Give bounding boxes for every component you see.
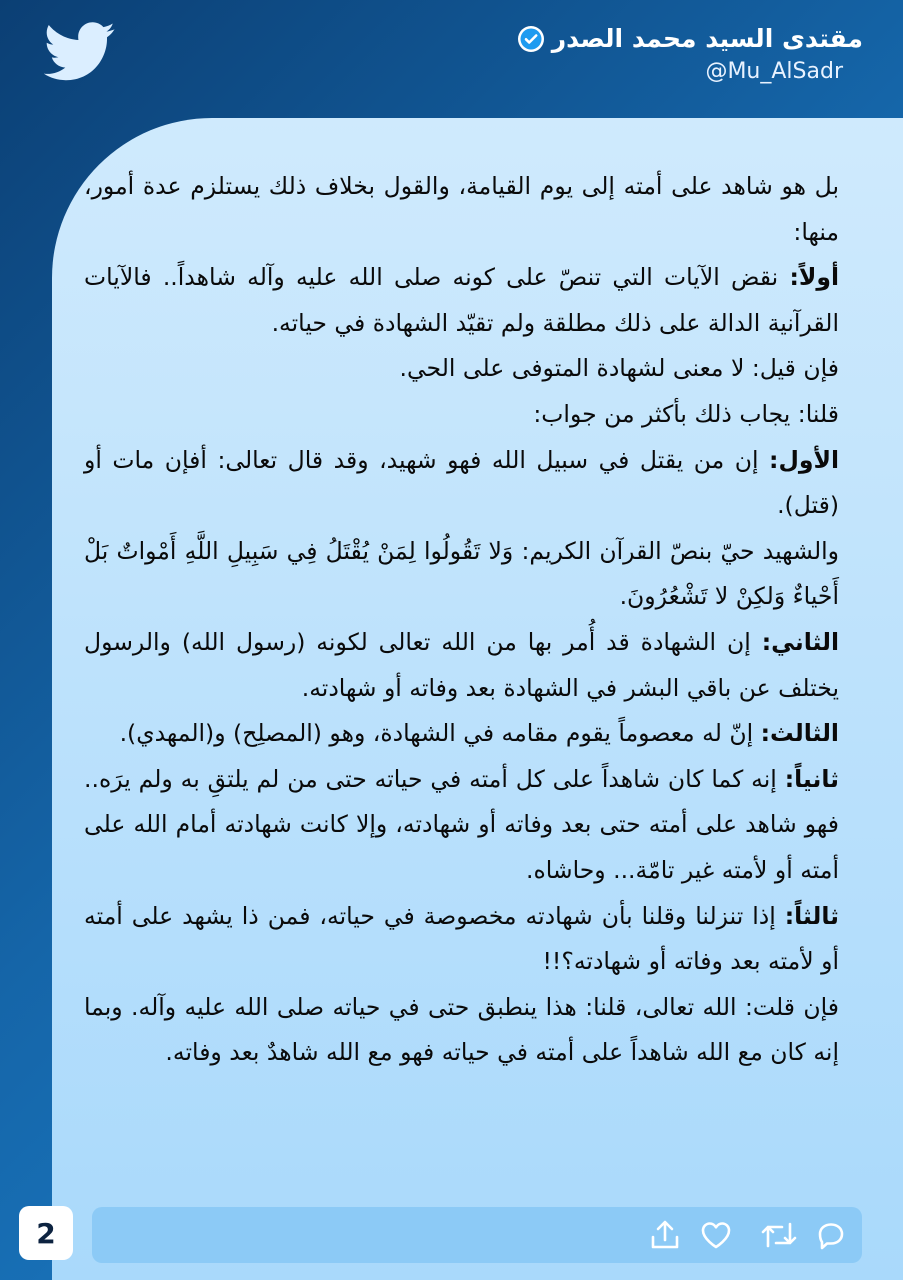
paragraph: فإن قلت: الله تعالى، قلنا: هذا ينطبق حتى في حياته صلى الله عليه وآله. وبما إنه كان مع الله شاهداً على أمته في حياته فهو مع الله شاهدٌ بعد وفاته. — [84, 992, 839, 1067]
paragraph: ثانياً: إنه كما كان شاهداً على كل أمته في حياته حتى من لم يلتقِ به ولم يرَه.. فهو شاهد على أمته حتى بعد وفاته أو شهادته، وإلا كانت شهادته أمام الله على أمته أو لأمته غير تامّة... وحاشاه. — [84, 764, 839, 884]
paragraph: الثالث: إنّ له معصوماً يقوم مقامه في الشهادة، وهو (المصلِح) و(المهدي). — [119, 719, 839, 748]
paragraph: أولاً: نقض الآيات التي تنصّ على كونه صلى الله عليه وآله شاهداً.. فالآيات القرآنية الدالة على ذلك مطلقة ولم تقيّد الشهادة في حياته. — [84, 263, 839, 337]
paragraph: ثالثاً: إذا تنزلنا وقلنا بأن شهادته مخصوصة في حياته، فمن ذا يشهد على أمته أو لأمته بعد وفاته أو شهادته؟!! — [84, 901, 839, 976]
paragraph: فإن قيل: لا معنى لشهادة المتوفى على الحي. — [399, 354, 839, 383]
reply-icon[interactable] — [814, 1219, 848, 1251]
page-number: 2 — [19, 1206, 73, 1260]
retweet-icon[interactable] — [759, 1219, 799, 1251]
tweet-action-bar — [92, 1207, 862, 1263]
paragraph: الأول: إن من يقتل في سبيل الله فهو شهيد، وقد قال تعالى: أفإن مات أو (قتل). — [84, 445, 839, 520]
tweet-text — [84, 164, 839, 1076]
paragraph: بل هو شاهد على أمته إلى يوم القيامة، والقول بخلاف ذلك يستلزم عدة أمور، منها: — [84, 172, 839, 246]
paragraph: الثاني: إن الشهادة قد أُمر بها من الله تعالى لكونه (رسول الله) والرسول يختلف عن باقي البشر في الشهادة بعد وفاته أو شهادته. — [84, 627, 839, 702]
display-name[interactable]: مقتدى السيد محمد الصدر — [551, 24, 863, 53]
user-handle[interactable]: @Mu_AlSadr — [705, 59, 843, 84]
heart-icon[interactable] — [699, 1219, 733, 1251]
share-icon[interactable] — [648, 1219, 682, 1251]
twitter-bird-icon — [44, 22, 116, 82]
paragraph: قلنا: يجاب ذلك بأكثر من جواب: — [533, 399, 839, 428]
tweet-header — [518, 24, 863, 84]
verified-badge-icon — [518, 26, 544, 52]
paragraph: والشهيد حيّ بنصّ القرآن الكريم: وَلا تَقُولُوا لِمَنْ يُقْتَلُ فِي سَبِيلِ اللَّهِ أَمْواتٌ بَلْ أَحْياءٌ وَلكِنْ لا تَشْعُرُونَ. — [84, 536, 839, 611]
